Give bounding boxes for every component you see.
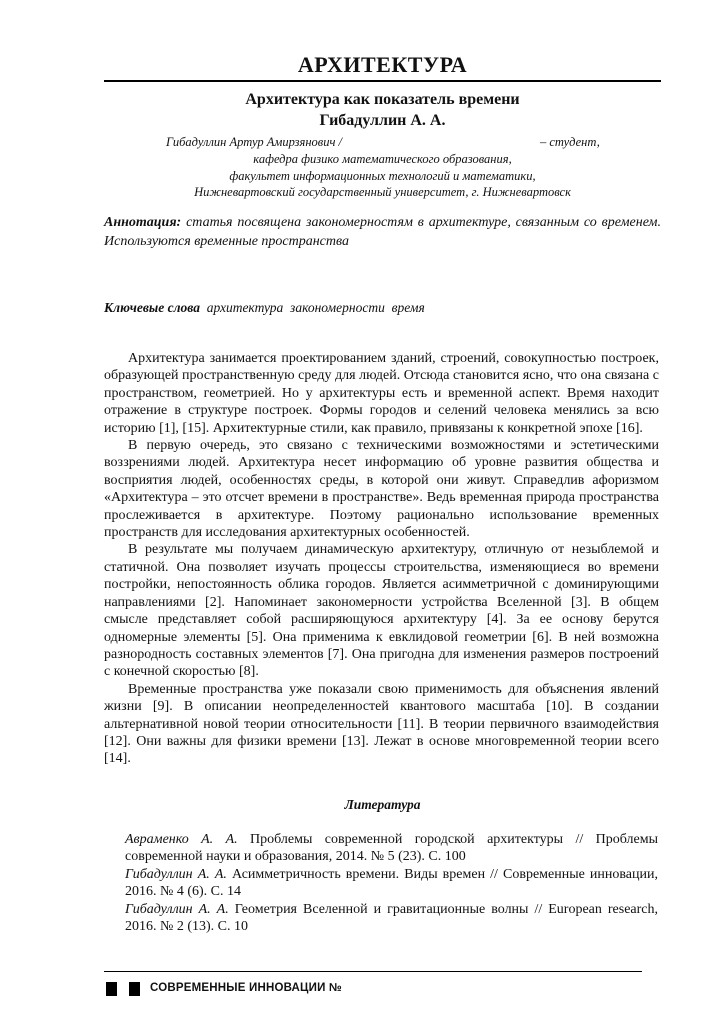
affiliation-department: кафедра физико математического образования, xyxy=(253,152,512,166)
reference-item xyxy=(125,866,658,901)
footer-rule xyxy=(104,971,642,972)
affiliation-university: Нижневартовский государственный университет, г. Нижневартовск xyxy=(194,185,571,199)
author-short: Гибадуллин А. А. xyxy=(319,112,446,129)
footer-mark-right xyxy=(129,982,140,996)
author-line xyxy=(104,134,661,151)
section-header: АРХИТЕКТУРА xyxy=(104,52,661,82)
paragraph: В первую очередь, это связано с техническими возможностями и эстетическими воззрениями людей. Архитектура несет информацию об уровне развития общества и восприятия людей, особенностях среды, в которой они живут. Справедлив афоризмом «Архитектура – это отсчет времени в пространстве». Ведь временная природа пространства прослеживается в архитектуре. Поэтому рационально использование временных пространств для исследования архитектурных особенностей. xyxy=(104,438,659,541)
abstract xyxy=(104,213,661,251)
keywords xyxy=(104,300,661,316)
abstract-label: Аннотация: xyxy=(104,215,182,230)
paragraph: Архитектура занимается проектированием зданий, строений, совокупностью построек, образующей пространственную среду для людей. Отсюда становится ясно, что она связана с пространством, геометрией. Но у архитектуры есть и временной аспект. Время находит отражение в структуре построек. Формы городов и селений человека менялись за всю историю [1], [15]. Архитектурные стили, как правило, привязаны к конкретной эпохе [16]. xyxy=(104,351,659,436)
footer-mark-left xyxy=(106,982,117,996)
reference-text: Проблемы современной городской архитектуры // Проблемы современной науки и образования, 2014. № 5 (23). С. 100 xyxy=(125,832,658,865)
keywords-text: архитектура закономерности время xyxy=(199,300,425,315)
reference-item xyxy=(125,901,658,936)
references-list xyxy=(125,831,658,935)
reference-author: Гибадуллин А. А. xyxy=(125,901,229,917)
reference-author: Гибадуллин А. А. xyxy=(125,866,227,882)
paragraph: Временные пространства уже показали свою применимость для объяснения явлений жизни [9]. В описании неопределенностей квантового масштаба [10]. В создании альтернативной новой теории относительности [11]. В теории первичного взаимодействия [12]. Они важны для физики времени [13]. Лежат в основе многовременной теории всего [14]. xyxy=(104,681,659,767)
author-full-name: Гибадуллин Артур Амирзянович / xyxy=(166,135,343,149)
reference-author: Авраменко А. А. xyxy=(125,832,238,847)
reference-text: Асимметричность времени. Виды времен // Современные инновации, 2016. № 4 (6). С. 14 xyxy=(125,866,658,900)
author-role: – студент, xyxy=(540,135,600,149)
article-body xyxy=(104,350,659,768)
paragraph: В результате мы получаем динамическую архитектуру, отличную от незыблемой и статичной. Она позволяет изучать процессы строительства, изменяющиеся во времени постройки, непостоянность облика городов. Является асимметричной с доминирующими направлениями [2]. Напоминает закономерности устройства Вселенной [3]. В общем смысле представляет собой расширяющуюся архитектуру [4]. За ее основу берутся одномерные элементы [5]. Она применима к евклидовой геометрии [6]. В ней возможна разнородность составных элементов [7]. Она пригодна для изменения размеров построений с конечной скоростью [8]. xyxy=(104,542,659,680)
footer-journal: СОВРЕМЕННЫЕ ИННОВАЦИИ № xyxy=(150,982,342,994)
article-title: Архитектура как показатель времени xyxy=(245,91,520,108)
keywords-label: Ключевые слова xyxy=(104,300,200,315)
affiliation-faculty: факультет информационных технологий и математики, xyxy=(229,168,536,183)
references-title: Литература xyxy=(344,797,421,812)
reference-text: Геометрия Вселенной и гравитационные волны // European research, 2016. № 2 (13). С. 10 xyxy=(125,901,658,935)
abstract-text: статья посвящена закономерностям в архитектуре, связанным со временем. Используются временные пространства xyxy=(104,215,661,249)
reference-item xyxy=(125,831,658,866)
author-block xyxy=(104,134,661,201)
